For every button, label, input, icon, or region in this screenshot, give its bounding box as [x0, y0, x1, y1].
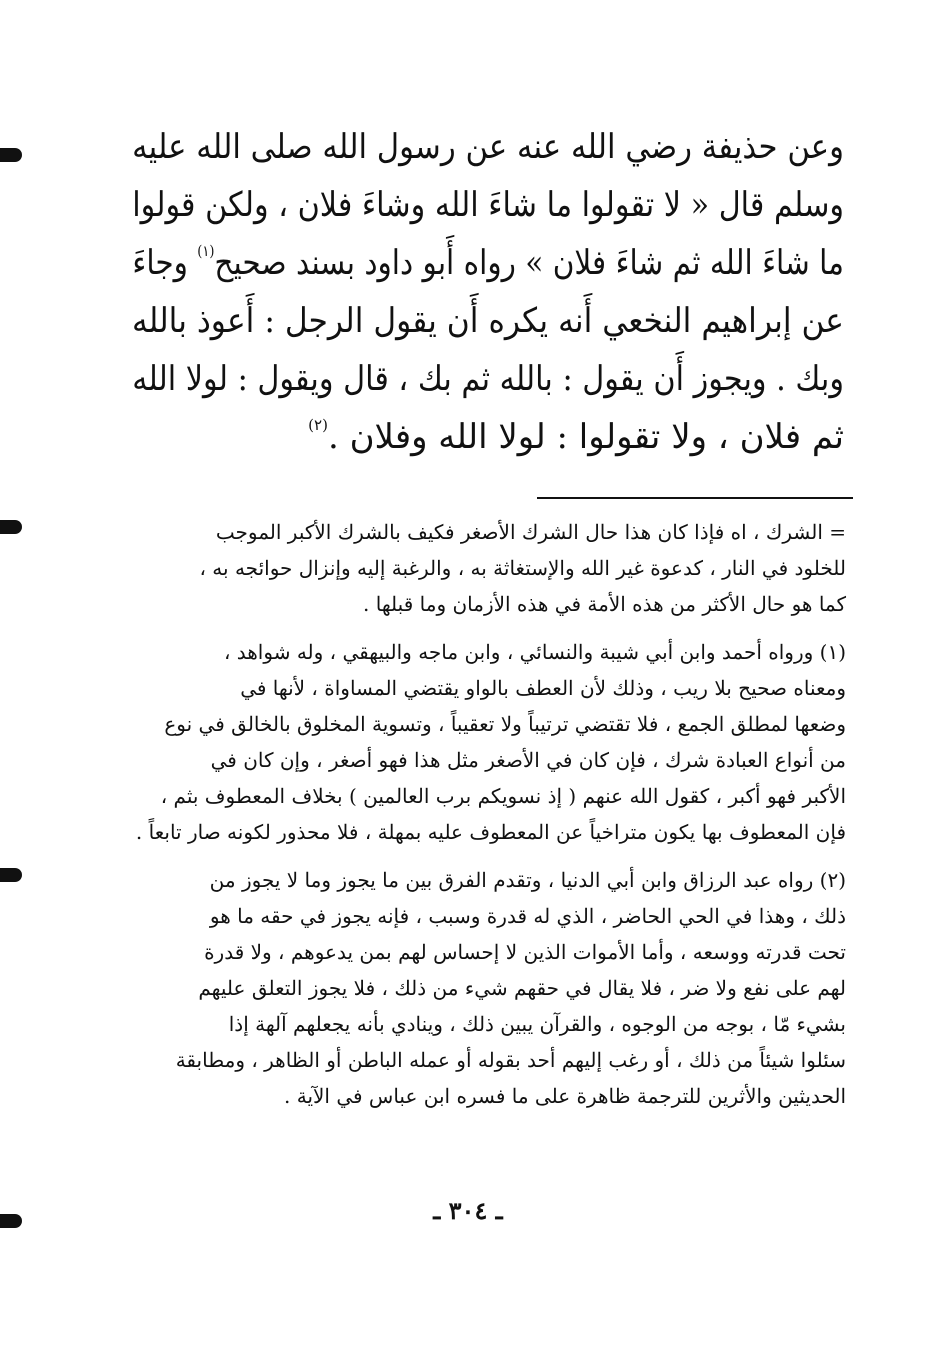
footnote-line: كما هو حال الأكثر من هذه الأمة في هذه الأزمان وما قبلها . [363, 592, 846, 616]
main-text-line: عن إبراهيم النخعي أَنه يكره أَن يقول الرجل : أَعوذ بالله [131, 301, 845, 341]
footnote-2 [118, 862, 846, 1114]
footnote-line: ومعناه صحيح بلا ريب ، وذلك لأن العطف بالواو يقتضي المساواة ، لأنها في [240, 676, 846, 700]
footnote-line: الأكبر فهو أكبر ، كقول الله عنهم ( إذ نسويكم برب العالمين ) بخلاف المعطوف بثم ، [160, 784, 846, 808]
footnote-marker-1[interactable]: (١) [197, 242, 215, 260]
binding-hole-mark [0, 868, 22, 882]
footnote-line: الحديثين والأثرين للترجمة ظاهرة على ما فسره ابن عباس في الآية . [284, 1084, 846, 1108]
main-text-line [132, 408, 844, 466]
binding-hole-mark [0, 520, 22, 534]
footnote-1 [118, 634, 846, 850]
footnote-line: ذلك ، وهذا في الحي الحاضر ، الذي له قدرة وسبب ، فإنه يجوز في حقه ما هو [209, 904, 846, 928]
footnote-continuation [118, 514, 846, 622]
footnote-line: لهم على نفع ولا ضر ، فلا يقال في حقهم شيء من ذلك ، فلا يجوز التعلق عليهم [198, 976, 846, 1000]
footnote-line: = الشرك ، اه فإذا كان هذا حال الشرك الأصغر فكيف بالشرك الأكبر الموجب [215, 520, 846, 544]
footnote-marker-2[interactable]: (٢) [308, 416, 328, 434]
footnote-line: (١) ورواه أحمد وابن أبي شيبة والنسائي ، وابن ماجه والبيهقي ، وله شواهد ، [223, 640, 846, 664]
main-text-line [132, 234, 844, 292]
main-text-segment: وجاءَ [132, 243, 198, 283]
footnote-line: للخلود في النار ، كدعوة غير الله والإستغاثة به ، والرغبة إليه وإنزال حوائجه به ، [199, 556, 846, 580]
main-text-line: وبك . ويجوز أَن يقول : بالله ثم بك ، قال ويقول : لولا الله [132, 359, 845, 399]
footnote-line: تحت قدرته ووسعه ، وأما الأموات الذين لا إحساس لهم بمن يدعوهم ، ولا قدرة [204, 940, 846, 964]
footnotes [118, 514, 846, 1126]
main-text-line: وسلم قال « لا تقولوا ما شاءَ الله وشاءَ فلان ، ولكن قولوا [132, 185, 845, 225]
footnote-line: وضعها لمطلق الجمع ، فلا تقتضي ترتيباً ولا تعقيباً ، وتسوية المخلوق بالخالق في نوع [164, 712, 846, 736]
footnote-line: فإن المعطوف بها يكون متراخياً عن المعطوف عليه بمهلة ، فلا محذور لكونه صار تابعاً . [135, 820, 846, 844]
footnote-line: من أنواع العبادة شرك ، فإن كان في الأصغر مثل هذا فهو أصغر ، وإن كان في [210, 748, 846, 772]
main-text-segment: ثم فلان ، ولا تقولوا : لولا الله وفلان . [327, 417, 844, 457]
footnote-line: سئلوا شيئاً من ذلك ، أو رغب إليهم أحد بقوله أو عمله الباطن أو الظاهر ، ومطابقة [175, 1048, 846, 1072]
main-text-line: وعن حذيفة رضي الله عنه عن رسول الله صلى الله عليه [132, 127, 844, 167]
main-text-segment: ما شاءَ الله ثم شاءَ فلان » رواه أَبو داود بسند صحيح [214, 243, 844, 283]
footnote-line: بشيء مّا ، بوجه من الوجوه ، والقرآن يبين ذلك ، وينادي بأنه يجعلهم آلهة إذا [228, 1012, 846, 1036]
page-number: ـ ٣٠٤ ـ [433, 1196, 503, 1225]
binding-hole-mark [0, 148, 22, 162]
footnote-separator [537, 497, 853, 499]
binding-hole-mark [0, 1214, 22, 1228]
footnote-line: (٢) رواه عبد الرزاق وابن أبي الدنيا ، وتقدم الفرق بين ما يجوز وما لا يجوز من [209, 868, 846, 892]
main-text [132, 118, 844, 466]
